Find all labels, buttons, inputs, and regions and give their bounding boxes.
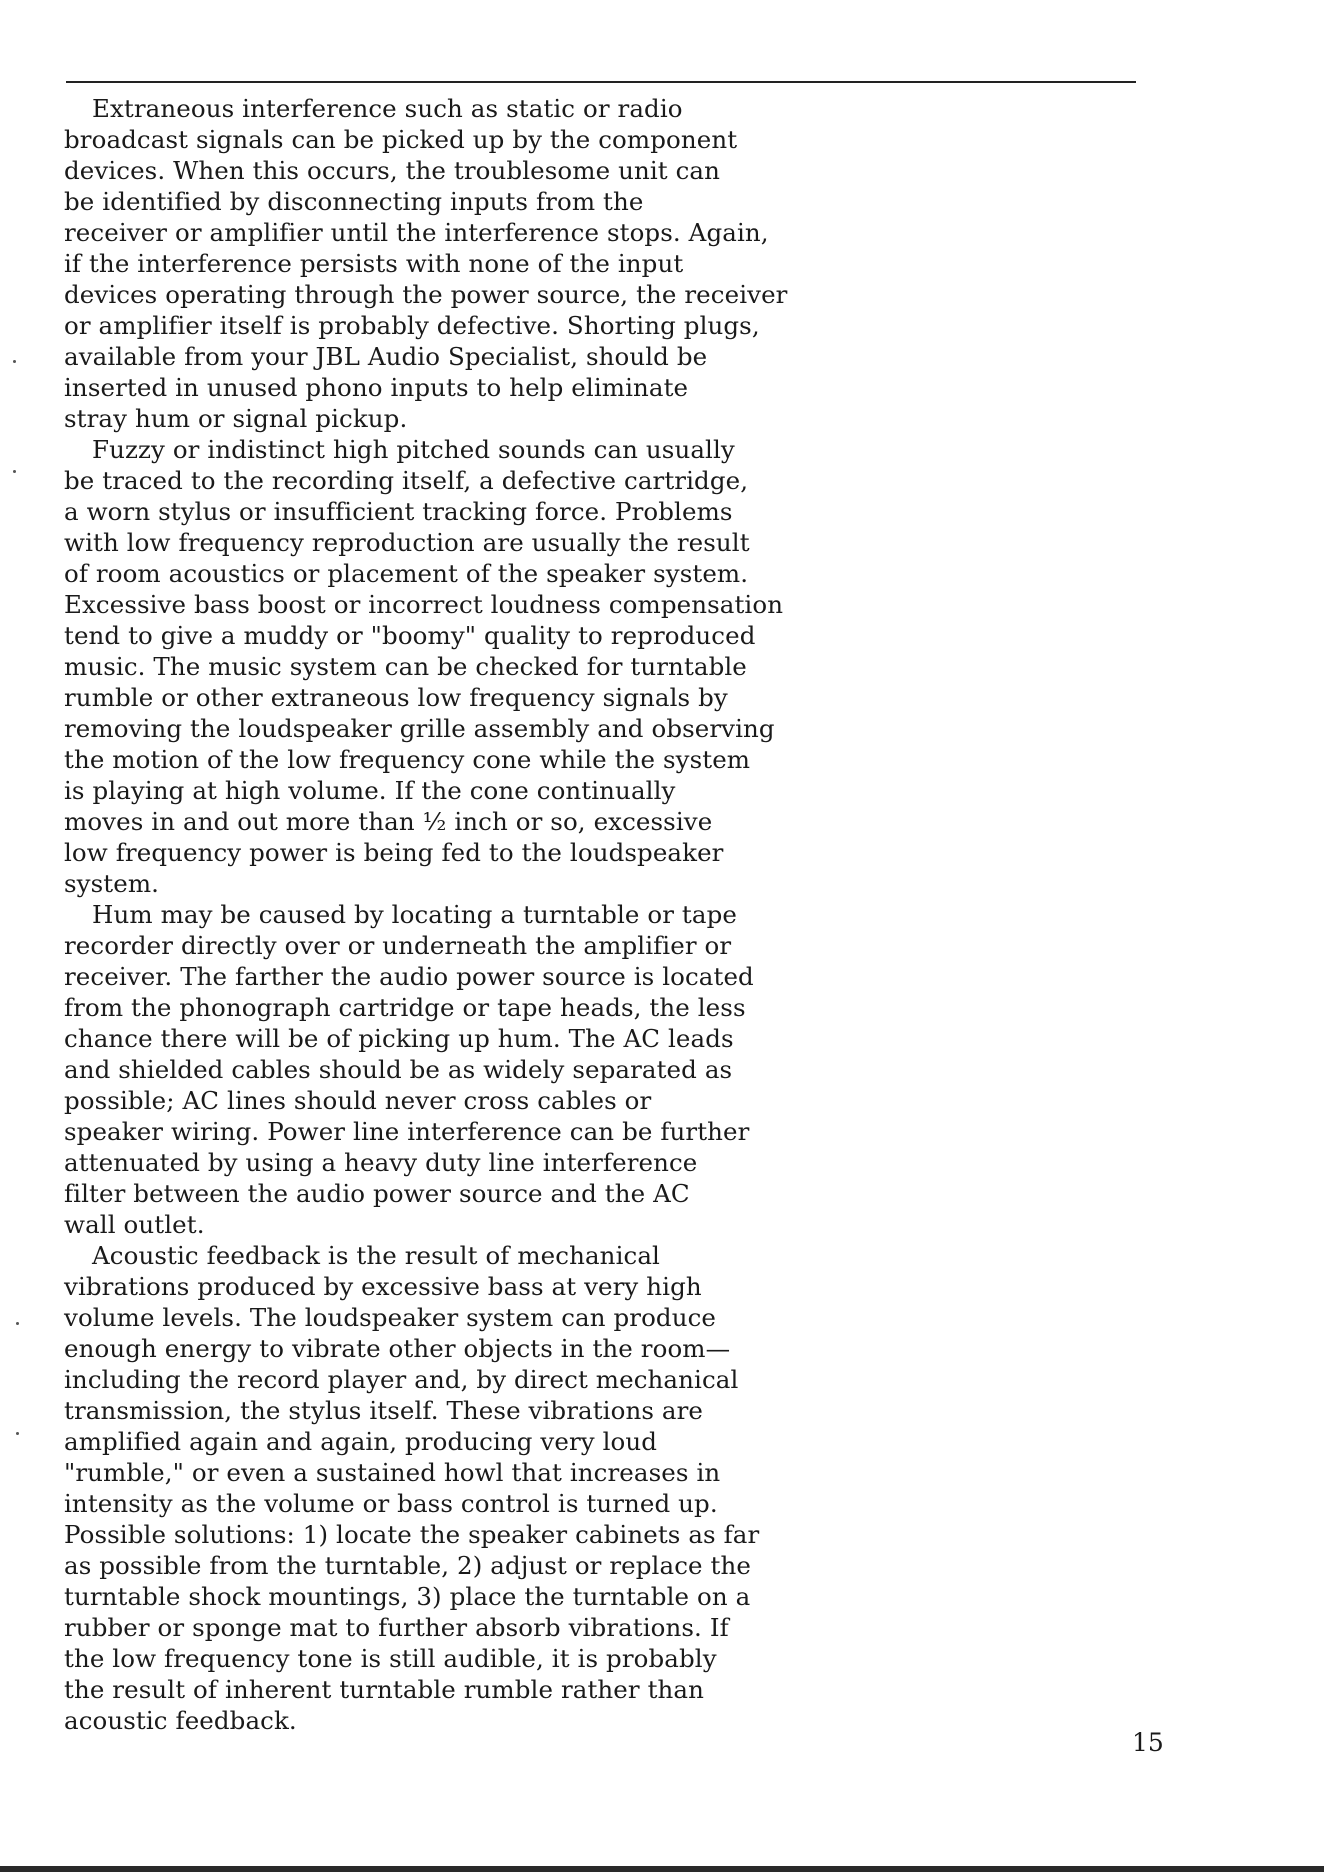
text-line: acoustic feedback.: [64, 1706, 297, 1735]
top-rule: [66, 81, 1136, 83]
text-line: the low frequency tone is still audible, it is probably: [64, 1644, 717, 1673]
text-line: filter between the audio power source and the AC: [64, 1179, 690, 1208]
text-line: enough energy to vibrate other objects in the room—: [64, 1334, 731, 1363]
text-line: receiver. The farther the audio power source is located: [64, 962, 754, 991]
text-line: and shielded cables should be as widely separated as: [64, 1055, 733, 1084]
text-line: rumble or other extraneous low frequency signals by: [64, 683, 728, 712]
bottom-edge: [0, 1866, 1324, 1872]
text-line: the result of inherent turntable rumble rather than: [64, 1675, 705, 1704]
text-line: if the interference persists with none of the input: [64, 249, 684, 278]
text-line: Excessive bass boost or incorrect loudness compensation: [64, 590, 784, 619]
text-line: amplified again and again, producing very loud: [64, 1427, 658, 1456]
text-line: wall outlet.: [64, 1210, 205, 1239]
text-line: stray hum or signal pickup.: [64, 404, 408, 433]
text-line: Acoustic feedback is the result of mechanical: [92, 1241, 660, 1270]
paragraph: [64, 1240, 804, 1736]
text-line: available from your JBL Audio Specialist, should be: [64, 342, 708, 371]
margin-speck: [13, 470, 16, 473]
text-line: low frequency power is being fed to the loudspeaker: [64, 838, 724, 867]
text-line: possible; AC lines should never cross cables or: [64, 1086, 652, 1115]
paragraph: [64, 434, 804, 899]
text-line: "rumble," or even a sustained howl that increases in: [64, 1458, 721, 1487]
margin-speck: [13, 360, 16, 363]
text-line: turntable shock mountings, 3) place the turntable on a: [64, 1582, 751, 1611]
paragraph: [64, 899, 804, 1240]
text-line: removing the loudspeaker grille assembly and observing: [64, 714, 775, 743]
text-line: volume levels. The loudspeaker system can produce: [64, 1303, 717, 1332]
text-line: as possible from the turntable, 2) adjust or replace the: [64, 1551, 751, 1580]
text-line: broadcast signals can be picked up by the component: [64, 125, 738, 154]
text-line: or amplifier itself is probably defective. Shorting plugs,: [64, 311, 760, 340]
text-line: including the record player and, by direct mechanical: [64, 1365, 739, 1394]
text-line: devices. When this occurs, the troublesome unit can: [64, 156, 721, 185]
text-line: Possible solutions: 1) locate the speaker cabinets as far: [64, 1520, 760, 1549]
text-line: from the phonograph cartridge or tape heads, the less: [64, 993, 746, 1022]
text-line: music. The music system can be checked for turntable: [64, 652, 747, 681]
text-line: is playing at high volume. If the cone continually: [64, 776, 676, 805]
margin-speck: [16, 1432, 19, 1435]
text-line: be identified by disconnecting inputs from the: [64, 187, 644, 216]
text-line: intensity as the volume or bass control is turned up.: [64, 1489, 718, 1518]
text-line: the motion of the low frequency cone while the system: [64, 745, 751, 774]
page-number: 15: [1132, 1728, 1164, 1757]
text-line: system.: [64, 869, 160, 898]
text-line: transmission, the stylus itself. These vibrations are: [64, 1396, 704, 1425]
text-line: moves in and out more than ½ inch or so, excessive: [64, 807, 713, 836]
text-line: Hum may be caused by locating a turntable or tape: [92, 900, 737, 929]
text-line: rubber or sponge mat to further absorb vibrations. If: [64, 1613, 729, 1642]
text-line: chance there will be of picking up hum. The AC leads: [64, 1024, 734, 1053]
text-line: recorder directly over or underneath the amplifier or: [64, 931, 732, 960]
margin-speck: [16, 1322, 19, 1325]
text-line: with low frequency reproduction are usually the result: [64, 528, 750, 557]
text-line: vibrations produced by excessive bass at very high: [64, 1272, 702, 1301]
body-text: [64, 93, 804, 1736]
text-line: Fuzzy or indistinct high pitched sounds can usually: [92, 435, 735, 464]
text-line: be traced to the recording itself, a defective cartridge,: [64, 466, 749, 495]
text-line: speaker wiring. Power line interference can be further: [64, 1117, 750, 1146]
text-line: tend to give a muddy or "boomy" quality to reproduced: [64, 621, 756, 650]
text-line: devices operating through the power source, the receiver: [64, 280, 788, 309]
text-line: receiver or amplifier until the interference stops. Again,: [64, 218, 769, 247]
paragraph: [64, 93, 804, 434]
text-line: a worn stylus or insufficient tracking force. Problems: [64, 497, 733, 526]
text-line: Extraneous interference such as static or radio: [92, 94, 683, 123]
text-line: of room acoustics or placement of the speaker system.: [64, 559, 749, 588]
text-line: attenuated by using a heavy duty line interference: [64, 1148, 698, 1177]
text-line: inserted in unused phono inputs to help eliminate: [64, 373, 689, 402]
